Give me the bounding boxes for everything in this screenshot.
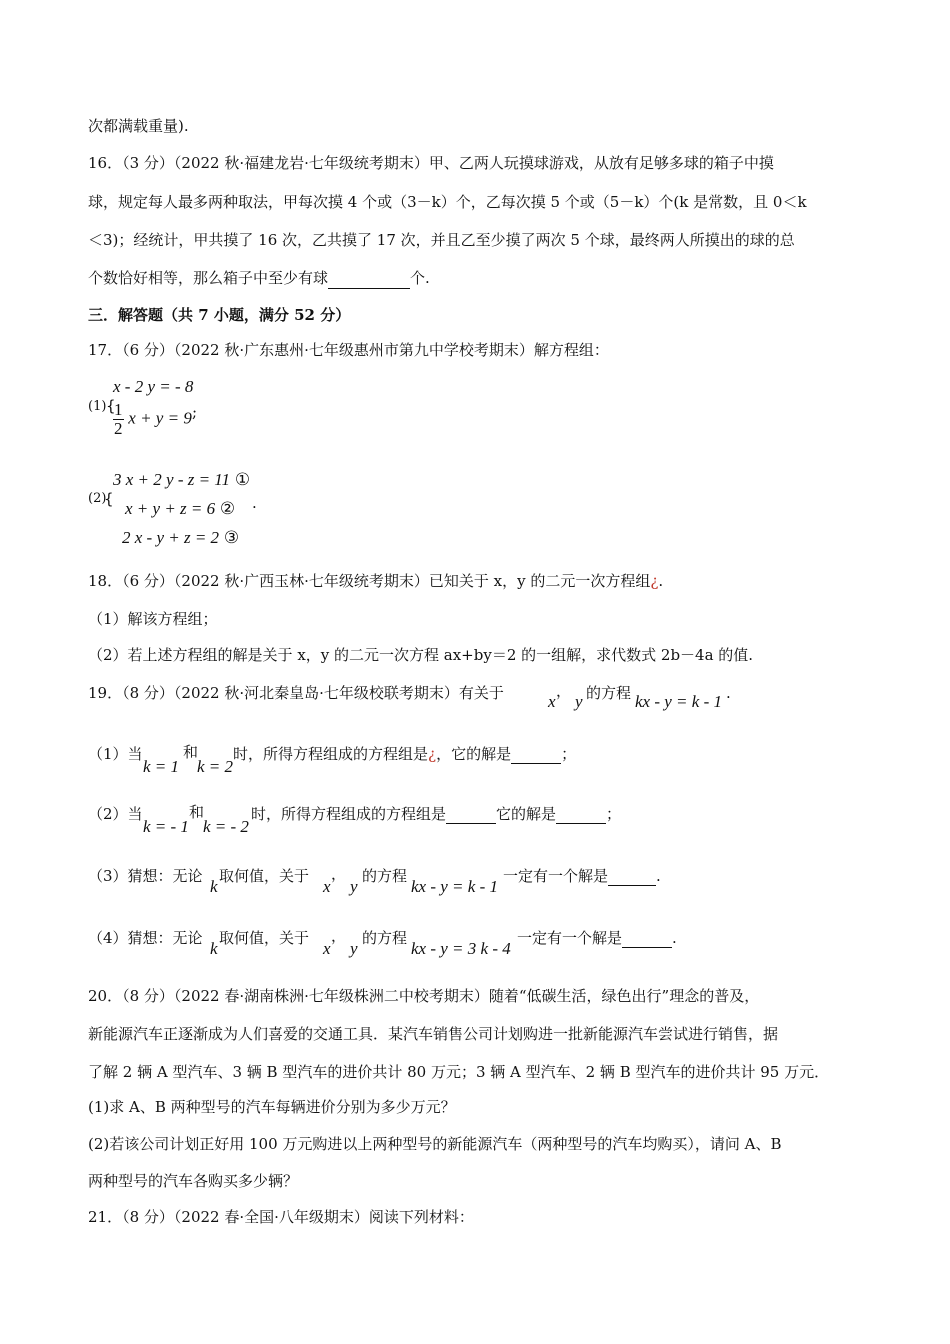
q18-line-1-end: .	[658, 572, 664, 590]
inverted-question-mark: ¿	[428, 745, 437, 763]
q19-s3-eq-label: 的方程	[362, 867, 408, 885]
q17-p2-eq1: 3 x + 2 y - z = 11 ①	[113, 470, 251, 490]
q16-line-4-text: 个数恰好相等，那么箱子中至少有球	[88, 269, 329, 287]
q19-s1-k2: k = 2	[197, 757, 234, 776]
continuation-text: 次都满载重量).	[88, 117, 189, 135]
q16-line-4	[88, 268, 430, 289]
q19-s1-mid: 时，所得方程组成的方程组是¿，它的解是 ；	[233, 745, 577, 763]
q17-p1-eq2-rest: x + y = 9	[128, 408, 192, 428]
answer-blank[interactable]	[511, 745, 561, 764]
q18-line-1	[88, 571, 663, 591]
var-k: k	[210, 877, 218, 896]
brace-icon: {	[106, 397, 116, 415]
circled-three-icon: ③	[223, 528, 240, 548]
q20-line-1: 20．（8 分）（2022 春·湖南株洲·七年级株洲二中校考期末）随着“低碳生活，绿色出行”理念的普及，	[88, 987, 760, 1005]
comma: ，	[331, 927, 347, 945]
q19-line-1-mid: 的方程	[586, 684, 632, 702]
q19-s1-k1: k = 1	[143, 757, 180, 776]
q19-s2-k2: k = - 2	[203, 817, 249, 836]
circled-one-icon: ①	[234, 470, 251, 490]
q16-line-2: 球，规定每人最多两种取法，甲每次摸 4 个或（3－k）个，乙每次摸 5 个或（5－k）个(k 是常数，且 0＜k	[88, 193, 807, 211]
answer-blank[interactable]	[622, 929, 672, 948]
q19-s3-text: （3）猜想：无论	[88, 867, 203, 885]
q17-p1-eq2	[113, 401, 192, 438]
var-x: x	[323, 877, 331, 896]
q21-line-1: 21．（8 分）（2022 春·全国·八年级期末）阅读下列材料：	[88, 1208, 474, 1226]
q19-s2-k1: k = - 1	[143, 817, 189, 836]
q20-line-4: (1)求 A、B 两种型号的汽车每辆进价分别为多少万元？	[88, 1098, 456, 1116]
var-y: y	[575, 692, 583, 711]
q16-line-4-end: 个.	[410, 269, 430, 287]
answer-blank[interactable]	[556, 805, 606, 824]
answer-blank[interactable]	[328, 268, 410, 289]
q19-line-1-text: 19．（8 分）（2022 秋·河北秦皇岛·七年级校联考期末）有关于	[88, 684, 504, 702]
q19-s2-mid: 时，所得方程组成的方程组是 它的解是 ；	[251, 805, 622, 823]
var-x: x	[323, 939, 331, 958]
q19-dot: .	[726, 684, 731, 702]
circled-two-icon: ②	[219, 499, 236, 519]
q16-line-3: ＜3)；经统计，甲共摸了 16 次，乙共摸了 17 次，并且乙至少摸了两次 5 个球，最终两人所摸出的球的总	[88, 231, 795, 249]
q18-line-1-text: 18．（6 分）（2022 秋·广西玉林·七年级统考期末）已知关于 x，y 的二元一次方程组	[88, 572, 651, 590]
q17-p2-eq3: 2 x - y + z = 2 ③	[122, 528, 240, 548]
section-3-title: 三．解答题（共 7 小题，满分 52 分）	[88, 306, 351, 324]
q19-s3-equation: kx - y = k - 1	[411, 877, 498, 896]
q17-p1-end: ;	[192, 403, 198, 421]
q18-sub-1: （1）解该方程组；	[88, 610, 218, 628]
q17-p2-eq2: x + y + z = 6 ②	[125, 499, 236, 519]
q19-s4-text: （4）猜想：无论	[88, 929, 203, 947]
q20-line-3: 了解 2 辆 A 型汽车、3 辆 B 型汽车的进价共计 80 万元；3 辆 A 型汽车、2 辆 B 型汽车的进价共计 95 万元．	[88, 1063, 830, 1081]
q18-sub-2: （2）若上述方程组的解是关于 x，y 的二元一次方程 ax+by＝2 的一组解，求代数式 2b－4a 的值.	[88, 646, 754, 664]
comma: ，	[331, 865, 347, 883]
var-x: x	[548, 692, 556, 711]
q17-p1-eq1: x - 2 y = - 8	[113, 377, 194, 396]
inverted-question-mark: ¿	[650, 572, 659, 590]
q19-s2-text: （2）当	[88, 805, 143, 823]
fraction: $\frac{1}{2}$	[114, 400, 123, 438]
q17-part2-label: (2)	[88, 491, 107, 506]
q20-line-2: 新能源汽车正逐渐成为人们喜爱的交通工具．某汽车销售公司计划购进一批新能源汽车尝试进行销售，据	[88, 1025, 779, 1043]
q19-s4-eq-label: 的方程	[362, 929, 408, 947]
and-text: 和	[189, 803, 205, 821]
var-k: k	[210, 939, 218, 958]
q17-part1-label: (1)	[88, 399, 107, 414]
var-y: y	[350, 939, 358, 958]
q20-line-5: (2)若该公司计划正好用 100 万元购进以上两种型号的新能源汽车（两种型号的汽车均购买），请问 A、B	[88, 1135, 782, 1153]
q19-s3-end: 一定有一个解是 .	[503, 867, 661, 885]
q16-line-1: 16．（3 分）（2022 秋·福建龙岩·七年级统考期末）甲、乙两人玩摸球游戏，从放有足够多球的箱子中摸	[88, 154, 774, 172]
and-text: 和	[183, 743, 199, 761]
q19-s4-end: 一定有一个解是 .	[517, 929, 677, 947]
q17-line-1: 17．（6 分）（2022 秋·广东惠州·七年级惠州市第九中学校考期末）解方程组：	[88, 341, 609, 359]
answer-blank[interactable]	[446, 805, 496, 824]
brace-icon: {	[104, 490, 114, 508]
q19-s1-text: （1）当	[88, 745, 143, 763]
answer-blank[interactable]	[608, 867, 656, 886]
q17-p2-end: .	[252, 494, 257, 512]
q19-equation: kx - y = k - 1	[635, 692, 722, 711]
q19-s4-about: 取何值，关于	[219, 929, 310, 947]
q19-s4-equation: kx - y = 3 k - 4	[411, 939, 511, 958]
var-y: y	[350, 877, 358, 896]
q20-line-6: 两种型号的汽车各购买多少辆？	[88, 1172, 299, 1190]
q19-s3-about: 取何值，关于	[219, 867, 310, 885]
comma: ，	[556, 682, 572, 700]
